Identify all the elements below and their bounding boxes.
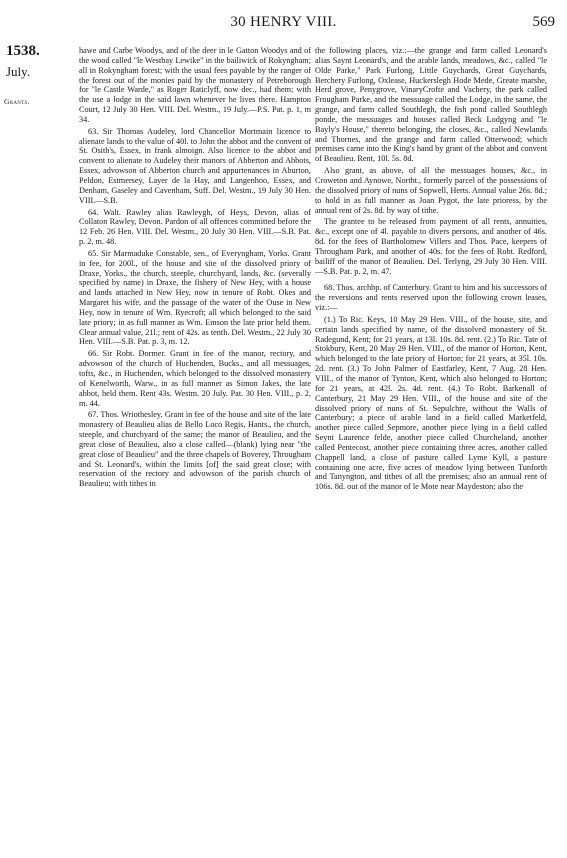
entry-68-leases: (1.) To Ric. Keys, 10 May 29 Hen. VIII., of the house, site, and certain lands specified by name, of the dissolved monastery of St. Radegund, Kent; for 21 years, at 13l. 10s. 8d. rent. (2.) To Ric. Tate of Stokbury, Kent, 20 May 29 Hen. VIII., of the manor of Horton, Kent, which belonged to the late priory of Horton; for 21 years, at 35l. 10s. 2d. rent. (3.) To John Palmer of Eastfarley, Kent, 7 Aug. 28 Hen. VIII., of the manor of Tynton, Kent, which also belonged to Horton; for 21 years, at 42l. 2s. 4d. rent. (4.) To Robt. Barkenall of Canterbury, 21 May 29 Hen. VIII., of the house and site of the dissolved priory of nuns of St. Sepulchre, without the Walls of Canterbury; a piece of arable land in a field called Marketfeld, another piece called Sepmore, another piece lying in a field called Seynt Laurence felde, another piece called Churcheland, another called Pentecost, another piece containing three acres, another called Chappell land, a close of pasture called Lyme Kyll, a pasture containing one acre, five acres of meadow lying between Tunforth and Tanyngton, and tithes of all the premises; also an annual rent of 106s. 8d. out of the manor of le Mote near Maydeston; also the (315, 314, 547, 492)
entry-67: 67. Thos. Wriothesley. Grant in fee of the house and site of the late monastery of Beaulieu alias de Bello Loco Regis, Hants., the church, steeple, and churchyard of the same; the manor of Beaulieu, and the great close of Beaulieu, also a close called—(blank) lying near "the great close of Beaulieu" and the three chapels of Boverey, Througham and St. Leonard's, within the limits [of] the said great close; with reservation of the rectory and advowson of the parish church of Beaulieu; with tithes in (79, 410, 311, 489)
entry-66: 66. Sir Robt. Dormer. Grant in fee of the manor, rectory, and advowson of the church of Huchenden, Bucks., and all messuages, tofts, &c., in Huchenden, which belonged to the dissolved monastery of Kenelworth, Warw., in as full manner as Simon Jakes, the late abbot, held them. Rent 43s. Westm. 20 July. Pat. 30 Hen. VIII., p. 2, m. 44. (79, 349, 311, 408)
entry-67-grantee-release: The grantee to be released from payment of all rents, annuities, &c., except one of 4l. payable to divers persons, and another of 46s. 8d. for the fees of Bartholomew Villers and Thos. Pace, keepers of Througham Park, and another of 40s. for the fees of Robt. Redford, bailiff of the manor of Beaulieu. Del. Terlyng, 29 July 30 Hen. VIII.—S.B. Pat. p. 2, m. 47. (315, 217, 547, 276)
margin-year: 1538. (6, 43, 40, 59)
left-text-column (79, 46, 311, 846)
running-header-title: 30 HENRY VIII. (230, 14, 337, 30)
page-number: 569 (532, 14, 555, 30)
entry-67-also-grant: Also grant, as above, of all the messuages houses, &c., in Croweton and Aynowe, Northt., formerly parcel of the possessions of the dissolved priory of nuns of Sopwell, Herts. Annual value 26s. 8d.; to hold in as full manner as Joan Pygot, the late prioress, by the annual rent of 2s. 8d. by way of tithe. (315, 166, 547, 215)
margin-month: July. (6, 64, 31, 79)
entry-65: 65. Sir Marmaduke Constable, sen., of Everyngham, Yorks. Grant in fee, for 200l., of the house and site of the dissolved priory of Draxe, Yorks., the church, steeple, churchyard, lands, &c. (severally specified by name) in Draxe, the fishery of New Hey, with a house and lands attached in New Hey, now in tenure of Robt. Okes and Margaret his wife, and the passage of the water of the Ouse in New Hey, now in tenure of Wm. Ryecroft; all which belonged to the said late priory; in as full manner as Wm. Emson the late prior held them. Clear annual value, 21l.; rent of 42s. as tenth. Del. Westm., 22 July 30 Hen. VIII.—S.B. Pat. p. 3, m. 12. (79, 248, 311, 347)
right-text-column (315, 46, 547, 846)
entry-68: 68. Thos. archbp. of Canterbury. Grant to him and his successors of the reversions and rents reserved upon the following crown leases, viz.:— (315, 283, 547, 313)
entry-63: 63. Sir Thomas Audeley, lord Chancellor Mortmain licence to alienate lands to the value of 40l. to John the abbot and the convent of St. Osith's, Essex, in frank almoign. Also licence to the abbot and convent to alienate to Audeley their manors of Abberton and Abbots, Essex, advowson of Abberton church and appurtenances in Aburton, Peldon, Estmersey, Layer de la Hay, and Langenhoo, Essex, and Denham, Gaseley and Cavenham, Suff. Del. Westm., 19 July 30 Hen. VIII.—S.B. (79, 126, 311, 205)
paragraph-continuation: hawe and Carbe Woodys, and of the deer in le Gatton Woodys and of the wood called "le Westbay Lewike" in the bailiwick of Rokyngham; all in Rokyngham forest; with the usual fees payable by the ranger of the forest out of the monies paid by the monastery of Petreborough for "le Castle Warde," as Roger Raticlyff, now dec., had them; with the use a lodge in the said lawn whenever he lives there. Hampton Court, 12 July 30 Hen. VIII. Del. Westm., 19 July.—P.S. Pat. p. 1, m 34. (79, 46, 311, 124)
entry-64: 64. Walt. Rawley alias Rawleygh, of Heys, Devon, alias of Collaton Rawley, Devon. Pardon of all offences committed before the 12 Feb. 26 Hen. VIII. Del. Westm., 20 July 30 Hen. VIII.—S.B. Pat. p. 2, m. 48. (79, 207, 311, 247)
entry-67-continuation: the following places, viz.:—the grange and farm called Leonard's alias Saynt Leonard's, and the arable lands, meadows, &c., called "le Olde Parke," Park Furlong, Little Guychards, Great Guychards, Berchery Furlong, Oxlease, Huckerslegh Hode Mede, Greate marshe, Herd grove, Penygrove, VinaryCrofte and Vachery, the park called Frougham Parke, and the messuage called the Lodge, in the same, the grange, and farm called Southlegh, the fish pond called Southlegh ponde, the messuages and houses called Beck Lodgyng and "le Bayly's House," thereto belonging, the closes, &c., called Newlands and Thornes, and the grange and farm called Otterwood; which premises came into the King's hand by grant of the abbot and convent of Beaulieu. Rent, 10l. 5s. 8d. (315, 46, 547, 164)
margin-section-label: Grants. (4, 97, 30, 106)
